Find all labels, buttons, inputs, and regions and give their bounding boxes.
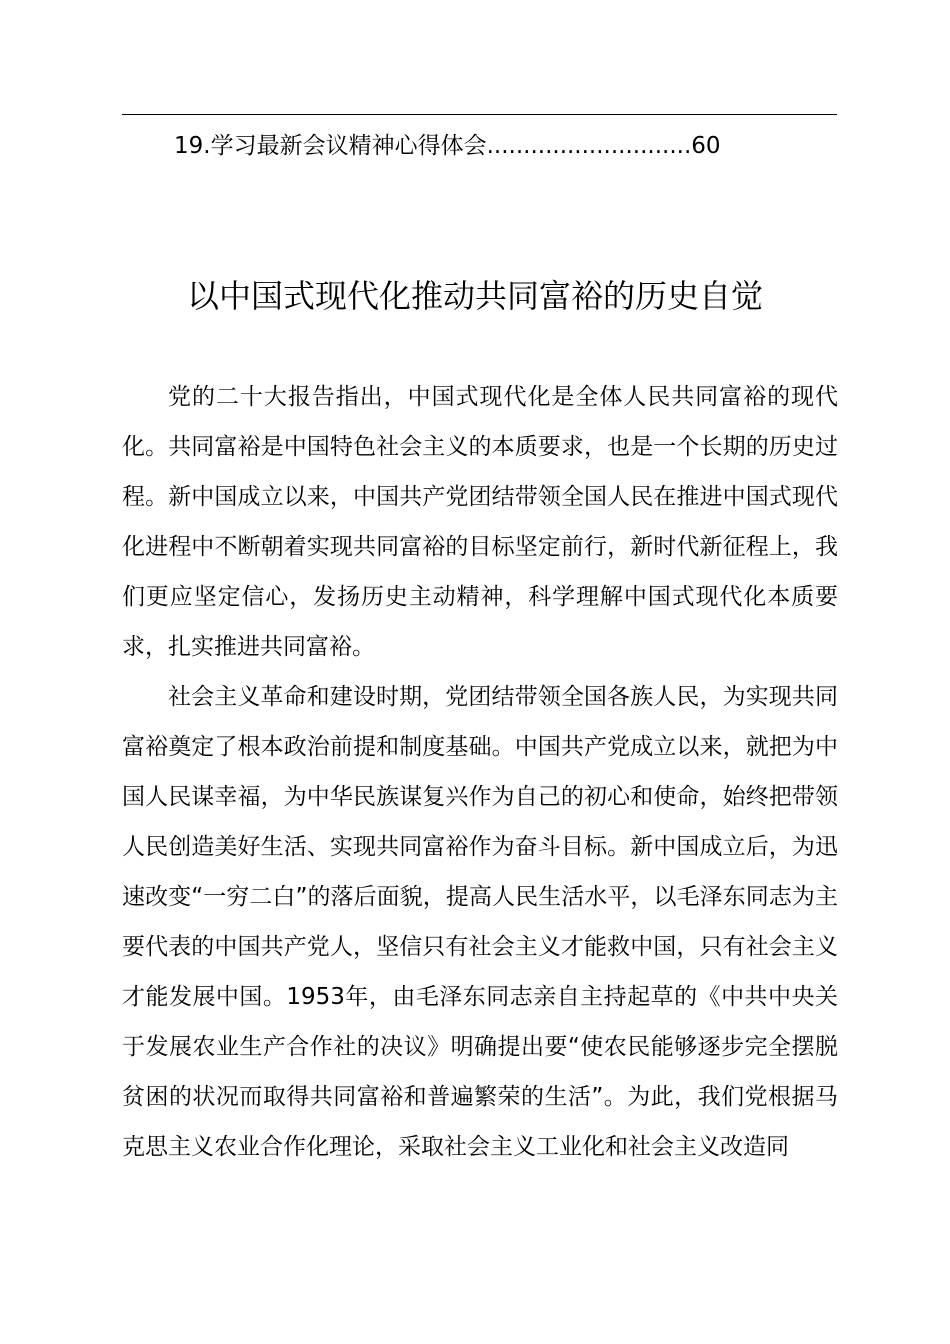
paragraph-1: 党的二十大报告指出，中国式现代化是全体人民共同富裕的现代化。共同富裕是中国特色社会主义的本质要求，也是一个长期的历史过程。新中国成立以来，中国共产党团结带领全国人民在推进中国式现代化进程中不断朝着实现共同富裕的目标坚定前行，新时代新征程上，我们更应坚定信心，发扬历史主动精神，科学理解中国式现代化本质要求，扎实推进共同富裕。 bbox=[122, 384, 838, 660]
article-title: 以中国式现代化推动共同富裕的历史自觉 bbox=[186, 277, 763, 315]
paragraph-2: 社会主义革命和建设时期，党团结带领全国各族人民，为实现共同富裕奠定了根本政治前提和制度基础。中国共产党成立以来，就把为中国人民谋幸福，为中华民族谋复兴作为自己的初心和使命，始终把带领人民创造美好生活、实现共同富裕作为奋斗目标。新中国成立后，为迅速改变“一穷二白”的落后面貌，提高人民生活水平，以毛泽东同志为主要代表的中国共产党人，坚信只有社会主义才能救中国，只有社会主义才能发展中国。1953年，由毛泽东同志亲自主持起草的《中共中央关于发展农业生产合作社的决议》明确提出要“使农民能够逐步完全摆脱贫困的状况而取得共同富裕和普遍繁荣的生活”。为此，我们党根据马克思主义农业合作化理论，采取社会主义工业化和社会主义改造同 bbox=[122, 684, 838, 1160]
article-body bbox=[122, 372, 838, 1172]
header-rule bbox=[122, 114, 837, 115]
toc-entry[interactable]: 19.学习最新会议精神心得体会............................60 bbox=[174, 133, 721, 159]
